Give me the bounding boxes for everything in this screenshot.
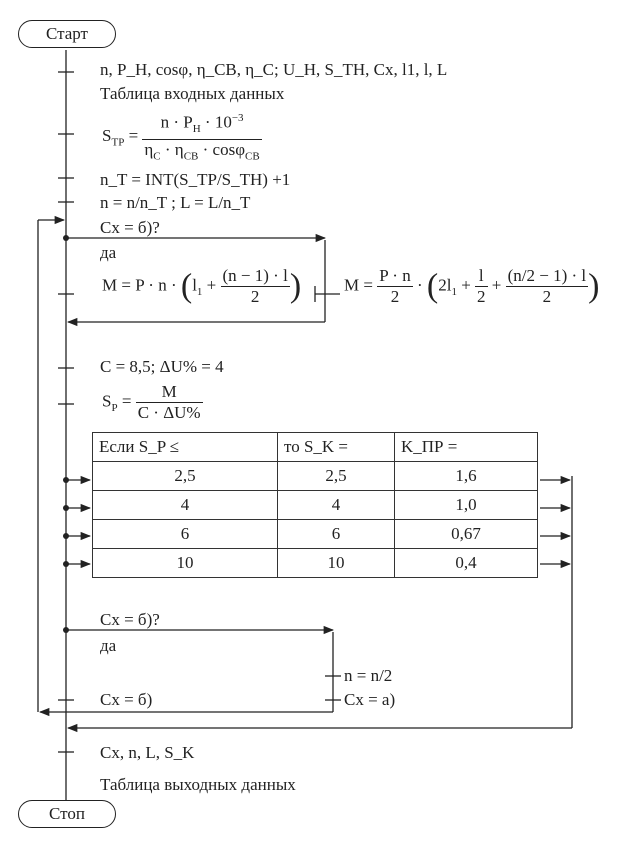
yes-label-2: да [100,636,117,655]
outputs-line: Cx, n, L, S_K [100,743,195,762]
cx-b: Cx = б) [100,690,153,709]
input-table-label: Таблица входных данных [100,84,285,103]
inputs-line: n, P_H, cosφ, η_CB, η_C; U_H, S_TH, Cx, l1, l, L [100,60,448,79]
formula-n-l: n = n/n_T ; L = L/n_T [100,193,251,212]
formula-s-tp: $S_{TP}$ = $\frac{n \cdot P_H \cdot 10^{-3}}{\eta_C \cdot \eta_{CB} \cdot \cos\varphi_{CB}}$ [102,108,262,166]
header-sk: то S_K = [278,433,395,462]
n-half: n = n/2 [344,666,393,685]
table-row: 2,5 2,5 1,6 [93,462,538,491]
cx-a: Cx = a) [344,690,396,709]
formula-s-p: $S_P$ = $\frac{M}{C \cdot \Delta U\%}$ [102,382,201,422]
table-row: 10 10 0,4 [93,549,538,578]
formula-m-right: M = $\frac{P \cdot n}{2}$ · ($2l_1$ + $\frac{l}{2}$ + $\frac{(n/2 - 1) \cdot l}{2}$ ) [344,266,600,306]
table-header-row [93,433,538,462]
header-sp: Если S_P ≤ [93,433,278,462]
start-terminal: Старт [18,20,116,48]
formula-m-left: $M = P \cdot n \cdot (l_1$ + $\frac{(n - 1) \cdot l}{2}$ ) [102,266,302,306]
stop-terminal: Стоп [18,800,116,828]
formula-n-t: n_T = INT(S_TP/S_TH) +1 [100,170,291,189]
table-row: 4 4 1,0 [93,491,538,520]
output-table-label: Таблица выходных данных [100,775,296,794]
formula-c-du: C = 8,5; ΔU% = 4 [100,357,224,376]
header-kpr: K_ПР = [395,433,538,462]
yes-label-1: да [100,243,117,262]
lookup-table [92,432,538,578]
condition-1: Cx = б)? [100,218,160,237]
table-row: 6 6 0,67 [93,520,538,549]
condition-2: Cx = б)? [100,610,160,629]
